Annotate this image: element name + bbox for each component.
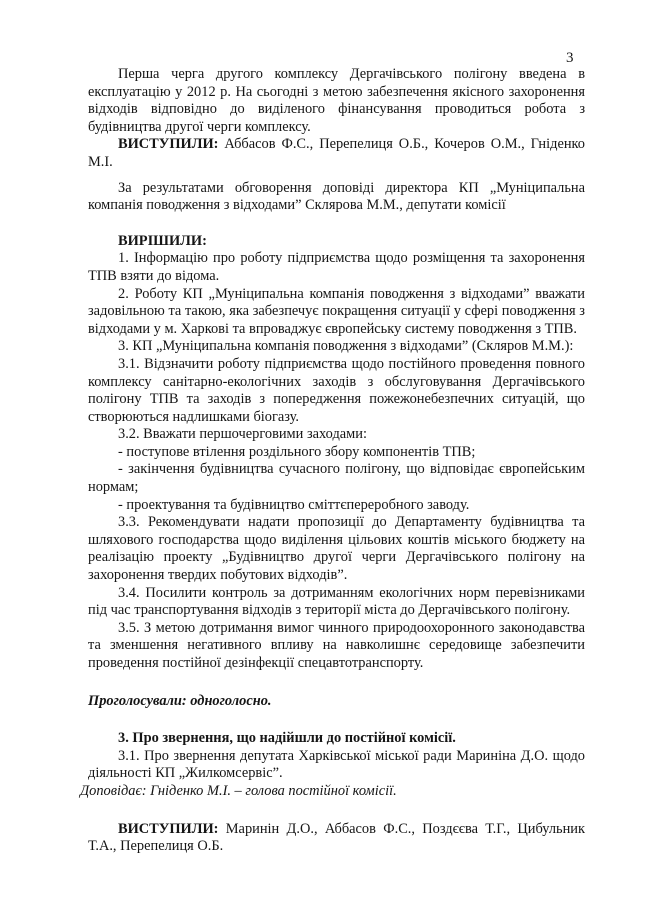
speakers-names: Аббасов Ф.С., Перепелиця О.Б., Кочеров О.М., Гніденко М.І. [88, 136, 585, 170]
reporter-line: Доповідає: Гніденко М.І. – голова постійної комісії. [80, 782, 397, 799]
voting-result: Проголосували: одноголосно. [88, 692, 272, 709]
document-body [80, 66, 585, 856]
resolved-heading: ВИРІШИЛИ: [118, 232, 207, 249]
resolution-item-3: 3. КП „Муніципальна компанія поводження з відходами” (Скляров М.М.): [118, 338, 574, 355]
resolution-item-2: 2. Роботу КП „Муніципальна компанія поводження з відходами” вважати задовільною та такою, яка забезпечує покращення ситуації у сфері поводження з відходами у м. Харкові та впроваджує європейську систему поводження з ТПВ. [88, 285, 585, 337]
paragraph-first-stage: Перша черга другого комплексу Дергачівського полігону введена в експлуатацію у 2012 р. На сьогодні з метою забезпечення якісного захоронення відходів відповідно до виділеного фінансування проводиться робота з будівництва другої черги комплексу. [88, 66, 585, 135]
resolution-item-3-2: 3.2. Вважати першочерговими заходами: [118, 426, 367, 443]
speakers-paragraph-2 [88, 821, 585, 856]
speakers-names-2: Маринін Д.О., Аббасов Ф.С., Поздєєва Т.Г., Цибульник Т.А., Перепелиця О.Б. [88, 820, 585, 855]
section-3-heading: 3. Про звернення, що надійшли до постійної комісії. [118, 730, 456, 747]
speakers-label-2: ВИСТУПИЛИ: [118, 820, 219, 837]
paragraph-discussion-result: За результатами обговорення доповіді директора КП „Муніципальна компанія поводження з відходами” Склярова М.М., депутати комісії [88, 179, 585, 214]
priority-bullet-3: - проектування та будівництво сміттєпереробного заводу. [118, 496, 470, 513]
priority-bullet-2: - закінчення будівництва сучасного полігону, що відповідає європейським нормам; [88, 461, 585, 496]
priority-bullet-1: - поступове втілення роздільного збору компонентів ТПВ; [118, 443, 476, 460]
speakers-paragraph [88, 136, 585, 171]
speakers-label: ВИСТУПИЛИ: [118, 136, 219, 153]
resolution-item-3-3: 3.3. Рекомендувати надати пропозиції до Департаменту будівництва та шляхового господарства щодо виділення цільових коштів міського бюджету на реалізацію проекту „Будівництво другої черги Дергачівського полігону на захоронення твердих побутових відходів”. [88, 514, 585, 584]
page-number: 3 [566, 50, 574, 66]
resolution-item-3-1: 3.1. Відзначити роботу підприємства щодо постійного проведення повного комплексу санітарно-екологічних заходів з обслуговування Дергачівського полігону ТПВ та заходів з попередження пожежонебезпечних ситуацій, що створюються надлишками біогазу. [88, 355, 585, 425]
resolution-item-3-5: 3.5. З метою дотримання вимог чинного природоохоронного законодавства та зменшення негативного впливу на навколишнє середовище забезпечити проведення постійної дезінфекції спецавтотранспорту. [88, 619, 585, 671]
resolution-item-3-4: 3.4. Посилити контроль за дотриманням екологічних норм перевізниками під час транспортування відходів з території міста до Дергачівського полігону. [88, 584, 585, 619]
resolution-item-1: 1. Інформацію про роботу підприємства щодо розміщення та захоронення ТПВ взяти до відома. [88, 250, 585, 284]
section-3-1-item: 3.1. Про звернення депутата Харківської міської ради Маринінa Д.О. щодо діяльності КП „Жилкомсервіс”. [88, 747, 585, 782]
